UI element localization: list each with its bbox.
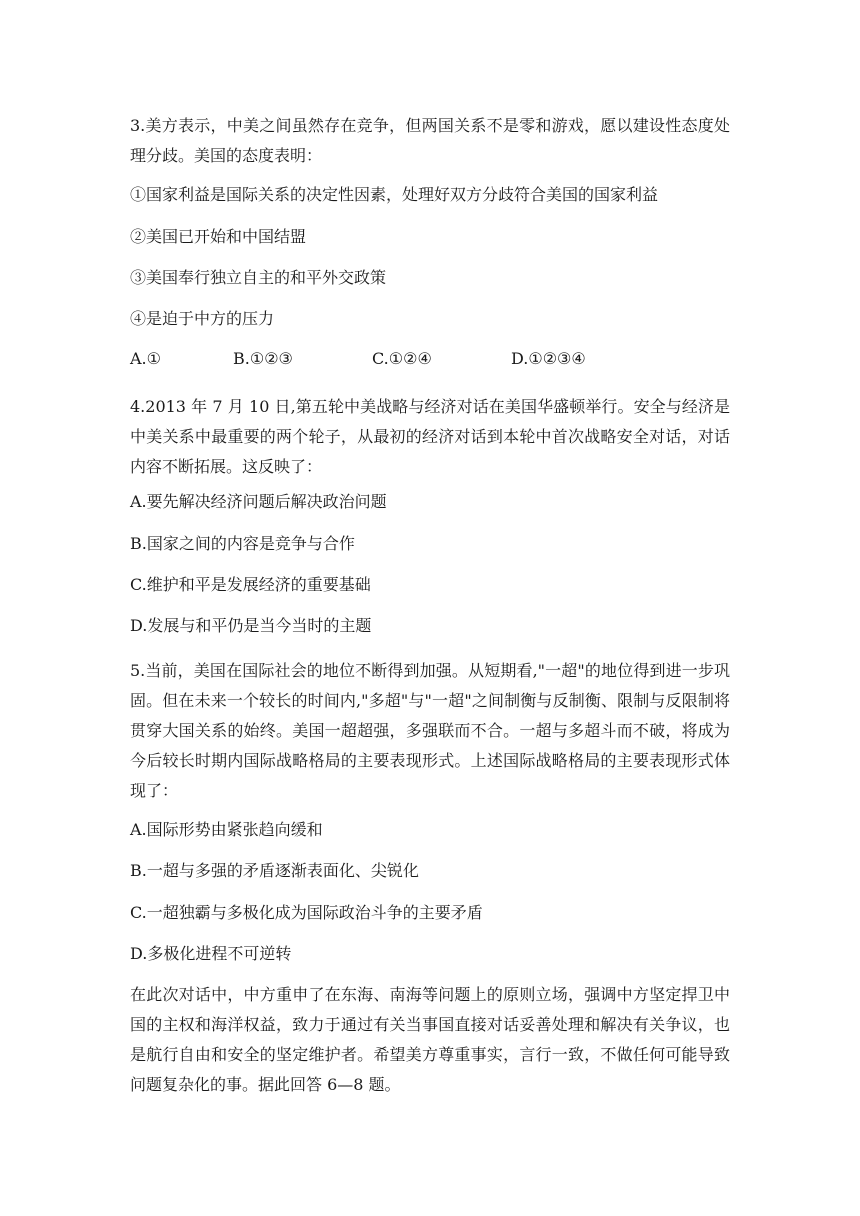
question-3-option-c: C.①②④: [372, 349, 432, 368]
question-4-option-c: C.维护和平是发展经济的重要基础: [130, 575, 371, 594]
question-3-option-b: B.①②③: [233, 349, 293, 368]
question-3-option-d: D.①②③④: [511, 349, 586, 368]
question-5-option-d: D.多极化进程不可逆转: [130, 944, 292, 963]
question-4-option-d: D.发展与和平仍是当今当时的主题: [130, 616, 372, 635]
question-3-stem: 3.美方表示，中美之间虽然存在竞争，但两国关系不是零和游戏，愿以建设性态度处理分歧。美国的态度表明：: [130, 116, 730, 165]
question-5-option-b: B.一超与多强的矛盾逐渐表面化、尖锐化: [130, 861, 419, 880]
question-4-stem: 4.2013 年 7 月 10 日,第五轮中美战略与经济对话在美国华盛顿举行。安全与经济是中美关系中最重要的两个轮子，从最初的经济对话到本轮中首次战略安全对话，对话内容不断拓展。这反映了：: [130, 397, 730, 476]
question-4-option-a: A.要先解决经济问题后解决政治问题: [130, 492, 387, 511]
question-5-option-a: A.国际形势由紧张趋向缓和: [130, 820, 323, 839]
question-4-option-b: B.国家之间的内容是竞争与合作: [130, 534, 355, 553]
question-3-item-4: ④是迫于中方的压力: [130, 309, 275, 328]
question-3-item-3: ③美国奉行独立自主的和平外交政策: [130, 268, 387, 287]
question-3-option-a: A.①: [130, 349, 161, 368]
question-3-item-1: ①国家利益是国际关系的决定性因素，处理好双方分歧符合美国的国家利益: [130, 185, 659, 204]
question-5-option-c: C.一超独霸与多极化成为国际政治斗争的主要矛盾: [130, 903, 483, 922]
reading-passage: 在此次对话中，中方重申了在东海、南海等问题上的原则立场，强调中方坚定捍卫中国的主权和海洋权益，致力于通过有关当事国直接对话妥善处理和解决有关争议，也是航行自由和安全的坚定维护者。希望美方尊重事实，言行一致，不做任何可能导致问题复杂化的事。据此回答 6—8 题。: [130, 985, 730, 1094]
question-5-stem: 5.当前，美国在国际社会的地位不断得到加强。从短期看,"一超"的地位得到进一步巩固。但在未来一个较长的时间内,"多超"与"一超"之间制衡与反制衡、限制与反限制将贯穿大国关系的始终。美国一超超强，多强联而不合。一超与多超斗而不破，将成为今后较长时期内国际战略格局的主要表现形式。上述国际战略格局的主要表现形式体现了：: [130, 661, 730, 800]
question-3-item-2: ②美国已开始和中国结盟: [130, 227, 307, 246]
